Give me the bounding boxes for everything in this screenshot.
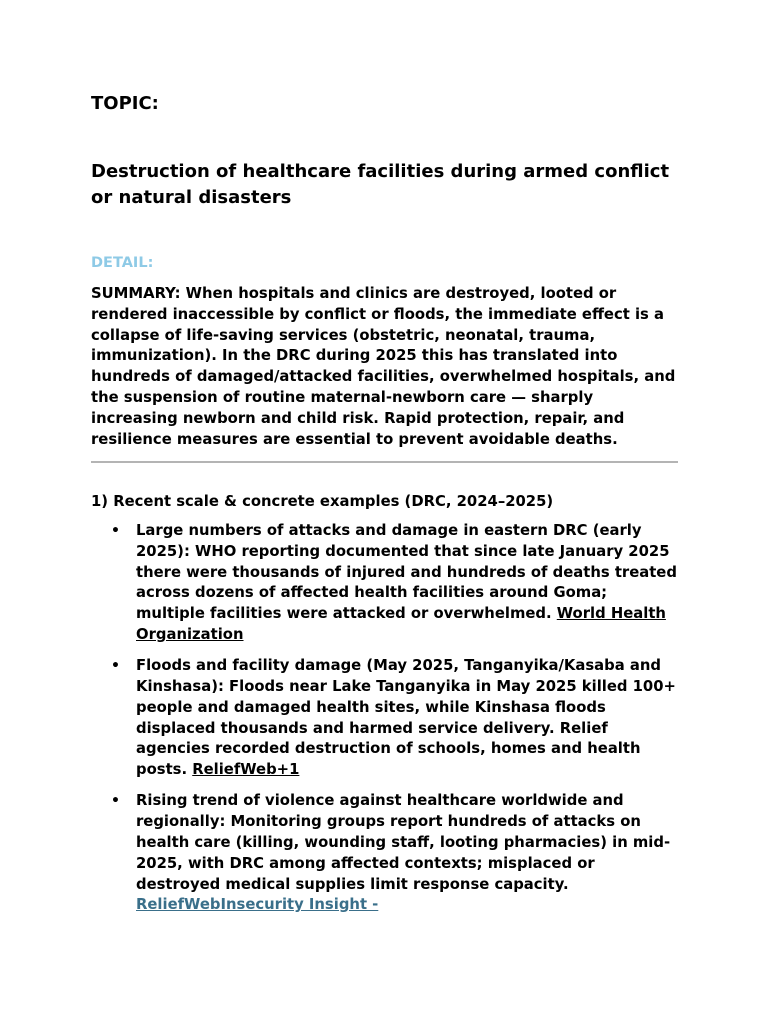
bullet-text: Floods and facility damage (May 2025, Tanganyika/Kasaba and Kinshasa): Floods near Lake Tanganyika in May 2025 killed 100+ people and damaged health sites, while Kinshasa floods displaced thousands and harmed service delivery. Relief agencies recorded destruction of schools, homes and health posts. [136, 657, 676, 779]
list-item [91, 656, 679, 781]
bullet-text: Large numbers of attacks and damage in eastern DRC (early 2025): WHO reporting documented that since late January 2025 there were thousands of injured and hundreds of deaths treated across dozens of affected health facilities around Goma; multiple facilities were attacked or overwhelmed. [136, 522, 677, 623]
source-link[interactable]: World Health Organization [136, 605, 666, 643]
bullet-text: Rising trend of violence against healthcare worldwide and regionally: Monitoring groups report hundreds of attacks on health care (killing, wounding staff, looting pharmacies) in mid-2025, with DRC among affected contexts; misplaced or destroyed medical supplies limit response capacity. [136, 792, 671, 893]
topic-label: TOPIC: [91, 93, 159, 114]
list-item [91, 791, 679, 916]
section-heading: 1) Recent scale & concrete examples (DRC, 2024–2025) [91, 493, 554, 510]
bullet-icon: • [111, 523, 120, 539]
source-link[interactable]: ReliefWeb+1 [192, 761, 300, 779]
document-title: Destruction of healthcare facilities during armed conflict or natural disasters [91, 161, 670, 208]
bullet-icon: • [111, 658, 120, 675]
list-item [91, 521, 679, 646]
source-link[interactable]: ReliefWebInsecurity Insight - [136, 896, 379, 914]
summary-paragraph: SUMMARY: When hospitals and clinics are destroyed, looted or rendered inaccessible by conflict or floods, the immediate effect is a collapse of life-saving services (obstetric, neonatal, trauma, immunization). In the DRC during 2025 this has translated into hundreds of damaged/attacked facilities, overwhelmed hospitals, and the suspension of routine maternal-newborn care — sharply increasing newborn and child risk. Rapid protection, repair, and resilience measures are essential to prevent avoidable deaths. [91, 285, 676, 448]
bullet-icon: • [111, 793, 120, 810]
bullet-list [91, 521, 679, 927]
section-divider [91, 461, 678, 463]
detail-label: DETAIL: [91, 255, 154, 271]
